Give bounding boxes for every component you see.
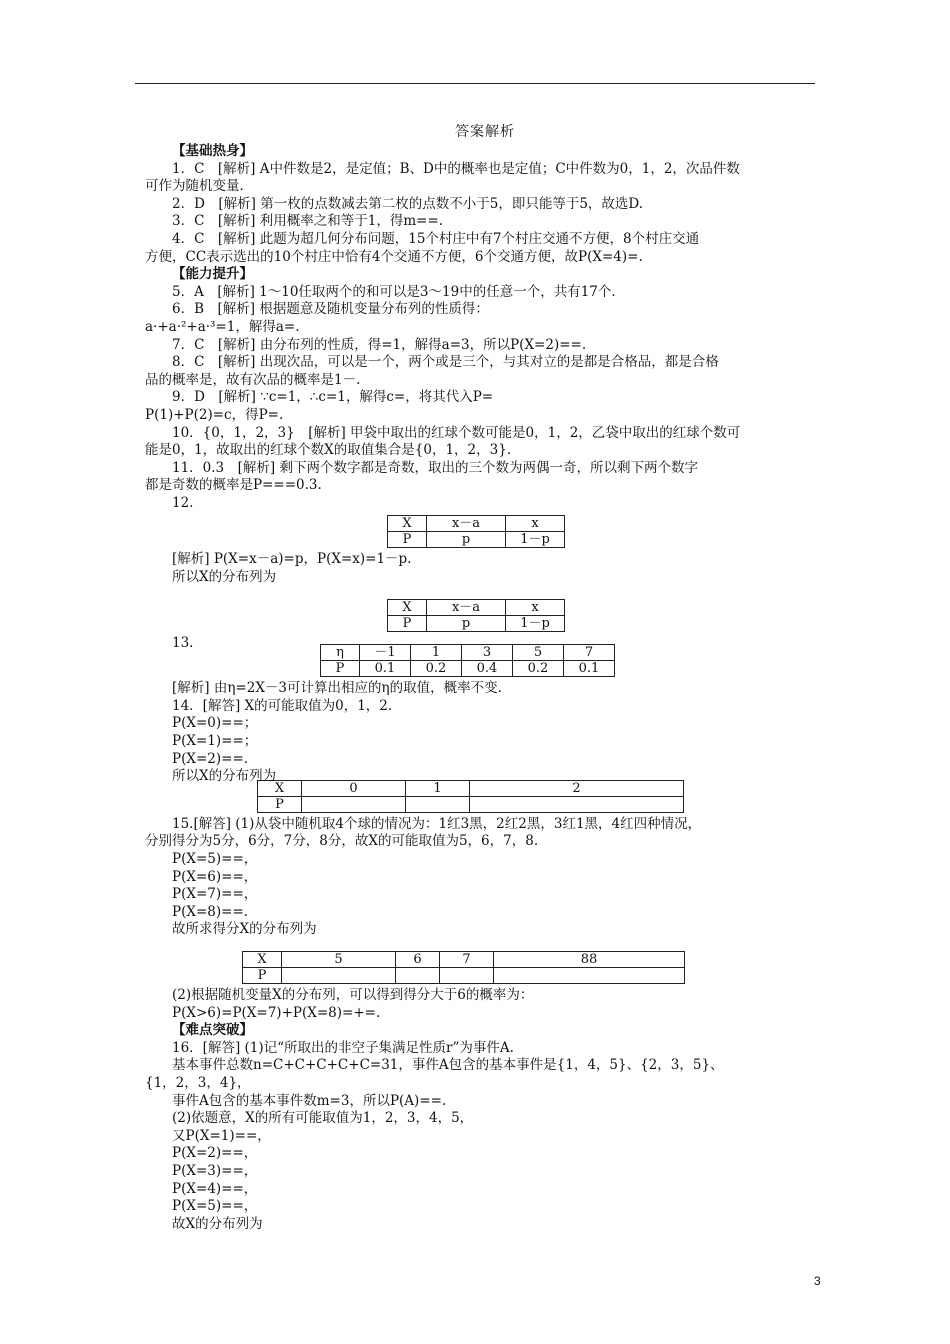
table-row [243,951,685,967]
answer-page [145,121,825,1233]
table-14 [257,780,684,813]
lines-d [145,816,825,939]
table-13 [320,644,615,677]
table-cell [470,796,684,812]
text-line: 方便，CC表示选出的10个村庄中恰有4个交通不方便，6个交通方便，故P(X=4)=. [145,248,643,265]
text-line: 5．A [解析] 1～10任取两个的和可以是3～19中的任意一个，共有17个． [172,283,625,300]
table-cell [282,967,396,983]
lines-e [145,987,825,1233]
item-13-label: 13. [172,634,194,651]
table-cell: 1 [406,780,470,796]
table-row [258,780,684,796]
page-number: 3 [814,1274,821,1288]
text-line: [解析] P(X=x－a)=p，P(X=x)=1－p. [172,551,412,568]
text-line: 10．{0，1，2，3} [解析] 甲袋中取出的红球个数可能是0，1，2，乙袋中取出的红球个数可 [172,424,741,441]
text-line: a·+a·²+a·³=1，解得a=. [145,318,300,335]
text-line: 4．C [解析] 此题为超几何分布问题，15个村庄中有7个村庄交通不方便，8个村庄交通 [172,230,700,247]
table-12-answer [387,599,565,632]
text-line: 故所求得分X的分布列为 [172,921,317,938]
table-cell: 0.1 [564,661,615,677]
table-row [321,645,615,661]
text-line: 都是奇数的概率是P===0.3. [145,477,322,494]
table-cell: x [506,516,565,532]
text-line: P(X=5)==， [172,851,258,867]
table-row [243,967,685,983]
table-cell: P [388,532,427,548]
text-line: P(X=5)==， [172,1198,258,1215]
table-row [388,599,565,615]
table-cell: 5 [282,951,396,967]
table-row [388,615,565,631]
text-line: 3．C [解析] 利用概率之和等于1，得m==. [172,213,444,230]
text-line: 所以X的分布列为 [172,768,277,785]
text-line: P(X=7)==， [172,886,258,903]
text-line: 故X的分布列为 [172,1215,263,1232]
text-line: 品的概率是，故有次品的概率是1－. [145,371,361,388]
text-line: (2)依题意，X的所有可能取值为1，2，3，4，5， [172,1110,474,1127]
section-heading: 【难点突破】 [172,1022,253,1039]
text-line: 分别得分为5分，6分，7分，8分，故X的可能取值为5，6，7，8. [145,833,539,850]
table-cell: P [388,615,427,631]
text-line: {1，2，3，4}， [145,1074,251,1091]
table-row [388,532,565,548]
page-title: 答案解析 [455,124,515,140]
lines-a [145,143,825,512]
text-line: 8．C [解析] 出现次品，可以是一个，两个或是三个，与其对立的是都是合格品，都是合格 [172,354,719,371]
table-cell: P [321,661,360,677]
text-line: 14．[解答] X的可能取值为0，1，2. [172,697,393,714]
table-cell: 0.4 [462,661,513,677]
text-line: P(X=4)==， [172,1180,258,1197]
table-12-question [387,515,565,548]
table-cell: 7 [564,645,615,661]
table-cell: 1－p [506,615,565,631]
text-line: 所以X的分布列为 [172,569,277,586]
text-line: 可作为随机变量． [145,178,253,195]
table-cell: 0 [302,780,406,796]
table-cell: P [243,967,282,983]
table-cell [406,796,470,812]
table-cell: x－a [427,516,506,532]
table-cell: η [321,645,360,661]
text-line: 11．0.3 [解析] 剩下两个数字都是奇数，取出的三个数为两偶一奇，所以剩下两个数字 [172,459,698,476]
table-cell: P [258,796,302,812]
table-cell [302,796,406,812]
table-cell: p [427,532,506,548]
table-cell: 0.2 [411,661,462,677]
section-heading: 【能力提升】 [172,266,253,283]
section-heading: 【基础热身】 [172,143,253,159]
text-line: 16．[解答] (1)记“所取出的非空子集满足性质r”为事件A. [172,1039,514,1056]
table-cell: X [388,599,427,615]
text-line: 1．C [解析] A中件数是2，是定值；B、D中的概率也是定值；C中件数为0，1，2，次品件数 [172,160,740,177]
table-cell: 88 [494,951,685,967]
table-cell: X [388,516,427,532]
text-line: 2．D [解析] 第一枚的点数减去第二枚的点数不小于5，即只能等于5，故选D. [172,195,644,212]
table-15 [242,951,685,984]
table-cell: x [506,599,565,615]
text-line: 基本事件总数n=C+C+C+C+C=31，事件A包含的基本事件是{1，4，5}、{2，3，5}、 [172,1057,724,1074]
text-line: P(X=2)==. [172,750,249,767]
table-cell [440,967,494,983]
text-line: P(X=2)==， [172,1145,258,1162]
table-cell [396,967,440,983]
text-line: 能是0，1，故取出的红球个数X的取值集合是{0，1，2，3}. [145,442,512,459]
table-cell: 1－p [506,532,565,548]
text-line: P(X=6)==， [172,868,258,885]
header-rule [135,83,815,84]
table-cell: 5 [513,645,564,661]
table-cell: x－a [427,599,506,615]
text-line: 9．D [解析] ∵c=1，∴c=1，解得c=，将其代入P= [172,389,494,406]
text-line: 12. [172,494,194,511]
text-line: P(X=8)==. [172,903,249,920]
text-line: P(X=3)==， [172,1162,258,1179]
text-line: 7．C [解析] 由分布列的性质，得=1，解得a=3，所以P(X=2)==. [172,336,587,353]
text-line: P(1)+P(2)=c，得P=. [145,406,284,423]
table-cell: 7 [440,951,494,967]
text-line: [解析] 由η=2X－3可计算出相应的η的取值，概率不变. [172,680,502,697]
table-cell: 3 [462,645,513,661]
text-line: (2)根据随机变量X的分布列，可以得到得分大于6的概率为： [172,986,534,1003]
text-line: 15.[解答] (1)从袋中随机取4个球的情况为：1红3黑，2红2黑，3红1黑，4红四种情况， [172,815,702,832]
table-cell: 0.2 [513,661,564,677]
table-cell: p [427,615,506,631]
table-cell: X [258,780,302,796]
text-line: P(X=0)==； [172,715,258,732]
text-line: P(X>6)=P(X=7)+P(X=8)=+=. [172,1004,381,1021]
table-cell [494,967,685,983]
table-cell: 6 [396,951,440,967]
table-cell: X [243,951,282,967]
text-line: 又P(X=1)==， [172,1127,271,1144]
text-line: 6．B [解析] 根据题意及随机变量分布列的性质得： [172,301,489,318]
text-line: 事件A包含的基本事件数m=3，所以P(A)==. [172,1092,447,1109]
table-cell: 0.1 [360,661,411,677]
table-row [388,516,565,532]
table-cell: 2 [470,780,684,796]
table-row [258,796,684,812]
table-cell: －1 [360,645,411,661]
text-line: P(X=1)==； [172,733,258,750]
table-row [321,661,615,677]
lines-c [145,680,825,786]
lines-b [145,551,825,586]
table-cell: 1 [411,645,462,661]
